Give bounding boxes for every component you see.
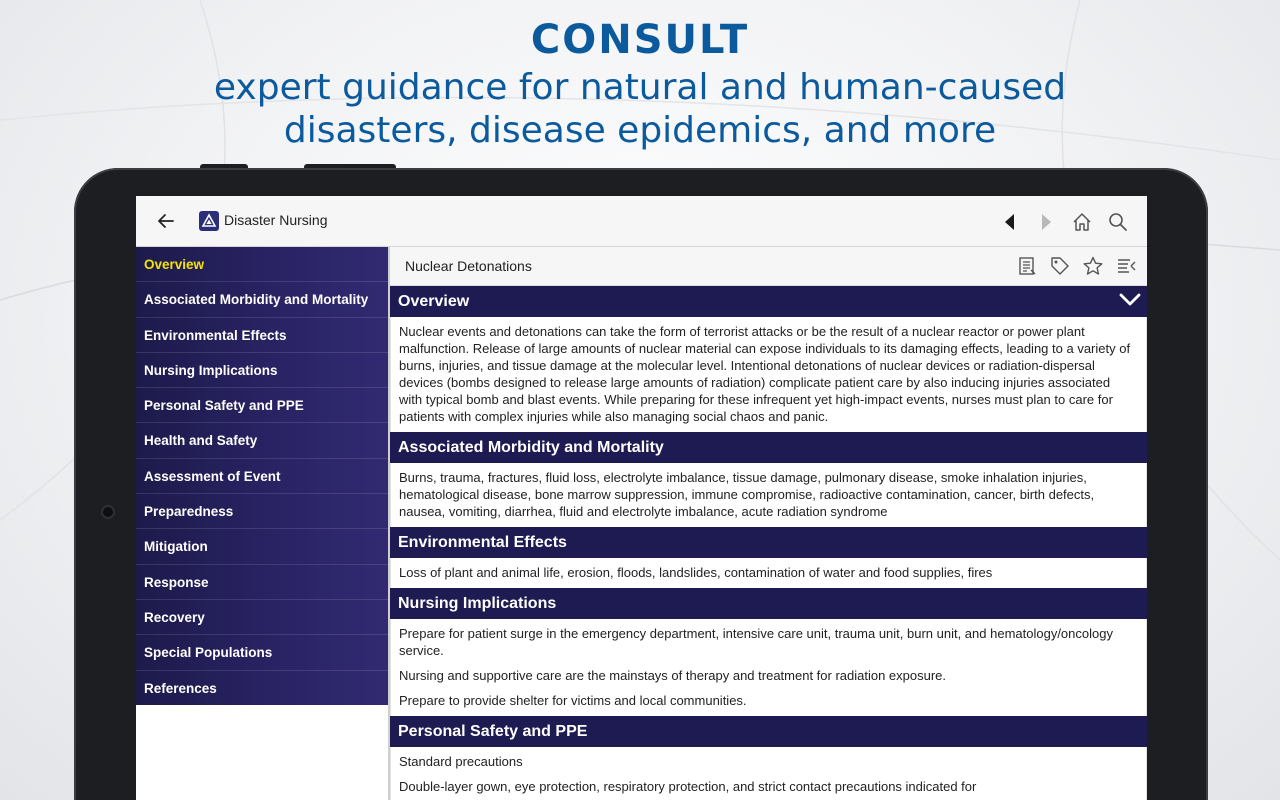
headline-subtitle-line-1: expert guidance for natural and human-caused	[213, 67, 1067, 108]
sidebar-empty-area	[136, 705, 388, 800]
app-screen	[136, 196, 1147, 800]
sidebar-item-health-safety[interactable]: Health and Safety	[136, 423, 388, 458]
section-body-overview	[390, 317, 1147, 432]
search-icon[interactable]	[1105, 209, 1131, 235]
section-paragraph: Double-layer gown, eye protection, respiratory protection, and strict contact precautions indicated for	[399, 779, 977, 794]
home-icon[interactable]	[1069, 209, 1095, 235]
sidebar-item-personal-safety[interactable]: Personal Safety and PPE	[136, 388, 388, 423]
notes-icon[interactable]	[1014, 253, 1040, 279]
section-paragraph: Standard precautions	[399, 754, 523, 769]
section-paragraph: Nursing and supportive care are the mainstays of therapy and treatment for radiation exposure.	[399, 668, 947, 683]
section-header-environmental-effects[interactable]	[390, 527, 1147, 558]
section-heading: Overview	[398, 293, 470, 310]
topic-content	[390, 247, 1147, 800]
tag-icon[interactable]	[1047, 253, 1073, 279]
promo-headline	[0, 14, 1280, 152]
section-header-overview[interactable]	[390, 286, 1147, 317]
app-bar	[136, 196, 1147, 247]
topic-title: Nuclear Detonations	[405, 258, 532, 274]
topic-toolbar	[390, 247, 1147, 286]
sidebar-item-mitigation[interactable]: Mitigation	[136, 529, 388, 564]
sidebar-item-special-populations[interactable]: Special Populations	[136, 635, 388, 670]
section-body-personal-safety	[390, 747, 1147, 800]
sidebar-item-preparedness[interactable]: Preparedness	[136, 494, 388, 529]
section-header-morbidity-mortality[interactable]	[390, 432, 1147, 463]
sidebar-item-nursing-implications[interactable]: Nursing Implications	[136, 353, 388, 388]
app-title: Disaster Nursing	[224, 212, 328, 228]
triangle-left-icon[interactable]	[997, 209, 1023, 235]
section-paragraph: Prepare for patient surge in the emergency department, intensive care unit, trauma unit, burn unit, and hematology/oncology service.	[399, 626, 1113, 658]
section-heading: Environmental Effects	[398, 534, 567, 551]
arrow-left-icon[interactable]	[156, 211, 176, 231]
section-header-personal-safety[interactable]	[390, 716, 1147, 747]
sidebar-item-environmental-effects[interactable]: Environmental Effects	[136, 318, 388, 353]
sidebar-item-morbidity-mortality[interactable]: Associated Morbidity and Mortality	[136, 282, 388, 317]
sidebar-item-overview[interactable]: Overview	[136, 247, 388, 282]
sidebar-item-response[interactable]: Response	[136, 565, 388, 600]
headline-subtitle-line-2: disasters, disease epidemics, and more	[283, 110, 997, 151]
section-paragraph: Nuclear events and detonations can take the form of terrorist attacks or be the result of a nuclear reactor or power plant malfunction. Release of large amounts of nuclear material can expose individuals to its damaging effects, leading to a variety of burns, injuries, and tissue damage at the molecular level. Intentional detonations of nuclear devices or radiation-dispersal devices (bombs designed to release large amounts of radiation) complicate patient care by also inducing injuries associated with typical bomb and blast events. While preparing for these infrequent yet high-impact events, nurses must plan to care for patients with complex injuries while also managing social chaos and panic.	[399, 324, 1131, 424]
section-heading: Associated Morbidity and Mortality	[398, 439, 664, 456]
section-navigation	[136, 247, 388, 705]
sidebar-item-recovery[interactable]: Recovery	[136, 600, 388, 635]
section-heading: Nursing Implications	[398, 595, 557, 612]
app-logo	[199, 211, 219, 231]
section-paragraph: Loss of plant and animal life, erosion, floods, landslides, contamination of water and food supplies, fires	[399, 565, 993, 580]
outline-list-icon[interactable]	[1113, 253, 1139, 279]
star-icon[interactable]	[1080, 253, 1106, 279]
sidebar-item-assessment[interactable]: Assessment of Event	[136, 459, 388, 494]
topic-actions	[1014, 253, 1139, 279]
section-paragraph: Burns, trauma, fractures, fluid loss, electrolyte imbalance, tissue damage, pulmonary disease, smoke inhalation injuries, hematological disease, bone marrow suppression, immune compromise, radioactive contamination, cancer, birth defects, nausea, vomiting, diarrhea, fluid and electrolyte imbalance, acute radiation syndrome	[399, 470, 1095, 519]
triangle-logo-icon	[199, 211, 219, 231]
section-header-nursing-implications[interactable]	[390, 588, 1147, 619]
section-heading: Personal Safety and PPE	[398, 723, 588, 740]
section-paragraph: Prepare to provide shelter for victims and local communities.	[399, 693, 747, 708]
app-bar-actions	[997, 209, 1131, 235]
section-body-nursing-implications	[390, 619, 1147, 716]
section-body-morbidity-mortality	[390, 463, 1147, 527]
tablet-camera	[103, 507, 113, 517]
section-body-environmental-effects	[390, 558, 1147, 588]
chevron-down-icon[interactable]	[1119, 292, 1141, 308]
sidebar-item-references[interactable]: References	[136, 671, 388, 706]
triangle-right-icon[interactable]	[1033, 209, 1059, 235]
headline-title: CONSULT	[530, 17, 750, 63]
